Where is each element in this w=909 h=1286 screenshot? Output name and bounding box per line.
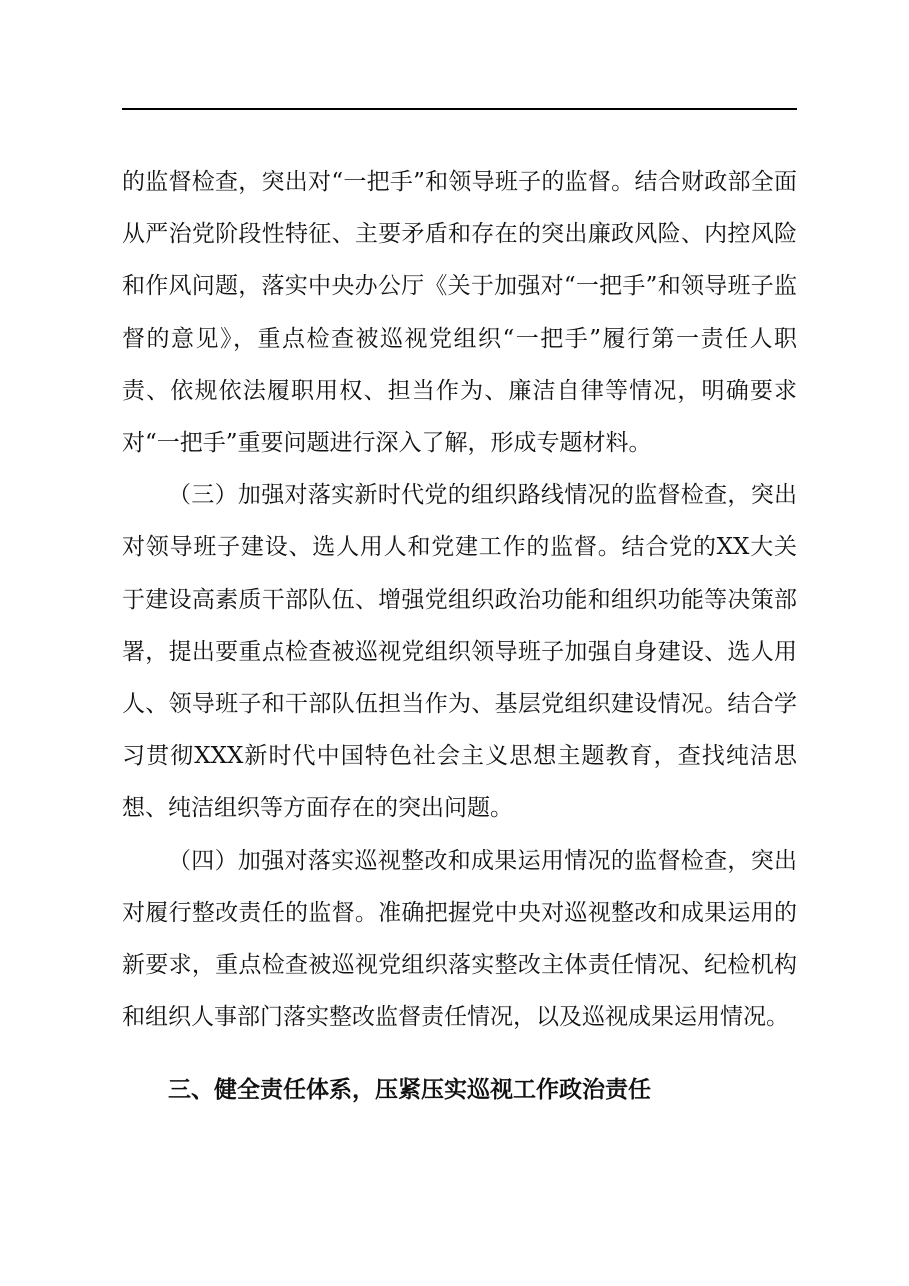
paragraph-section-3: （三）加强对落实新时代党的组织路线情况的监督检查，突出对领导班子建设、选人用人和党建工作的监督。结合党的XX大关于建设高素质干部队伍、增强党组织政治功能和组织功能等决策部署，提出要重点检查被巡视党组织领导班子加强自身建设、选人用人、领导班子和干部队伍担当作为、基层党组织建设情况。结合学习贯彻XXX新时代中国特色社会主义思想主题教育，查找纯洁思想、纯洁组织等方面存在的突出问题。 bbox=[122, 482, 797, 822]
section-heading: 三、健全责任体系，压紧压实巡视工作政治责任 bbox=[168, 1077, 651, 1103]
header-rule bbox=[122, 108, 797, 110]
paragraph-section-4: （四）加强对落实巡视整改和成果运用情况的监督检查，突出对履行整改责任的监督。准确把握党中央对巡视整改和成果运用的新要求，重点检查被巡视党组织落实整改主体责任情况、纪检机构和组织人事部门落实整改监督责任情况，以及巡视成果运用情况。 bbox=[122, 847, 797, 1031]
document-body bbox=[122, 156, 797, 1043]
paragraph-continuation: 的监督检查，突出对“一把手”和领导班子的监督。结合财政部全面从严治党阶段性特征、主要矛盾和存在的突出廉政风险、内控风险和作风问题，落实中央办公厅《关于加强对“一把手”和领导班子监督的意见》，重点检查被巡视党组织“一把手”履行第一责任人职责、依规依法履职用权、担当作为、廉洁自律等情况，明确要求对“一把手”重要问题进行深入了解，形成专题材料。 bbox=[122, 169, 797, 457]
